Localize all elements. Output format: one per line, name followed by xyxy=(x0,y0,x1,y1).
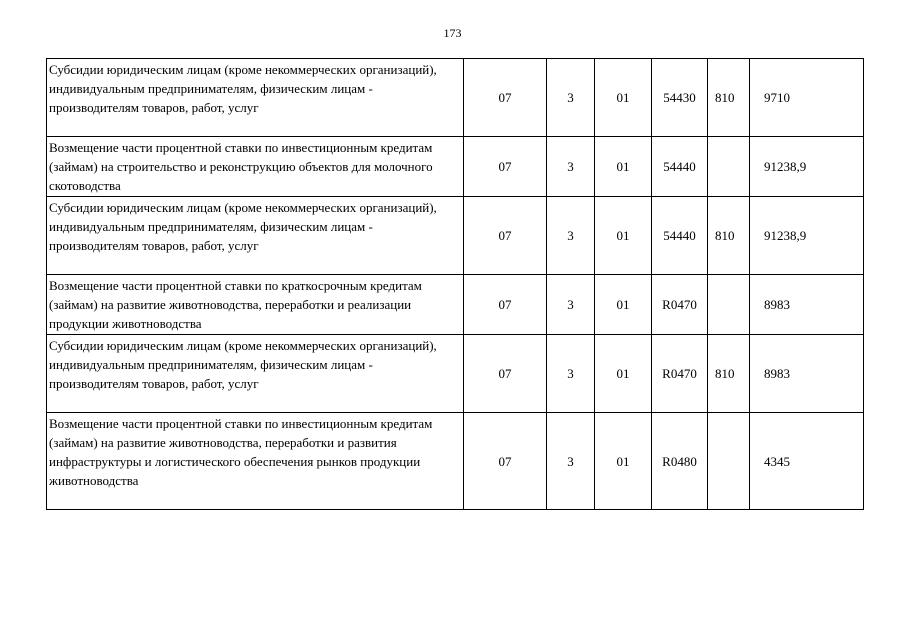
row-description: Возмещение части процентной ставки по краткосрочным кредитам (займам) на развитие животноводства, переработки и реализации продукции животноводства xyxy=(47,275,464,335)
cell-code2: 3 xyxy=(547,197,595,275)
row-description: Возмещение части процентной ставки по инвестиционным кредитам (займам) на строительство и реконструкцию объектов для молочного скотоводства xyxy=(47,137,464,197)
cell-code1: 07 xyxy=(464,137,547,197)
table-row xyxy=(47,275,864,335)
cell-amount: 9710 xyxy=(750,59,864,137)
cell-code1: 07 xyxy=(464,335,547,413)
cell-code3: 01 xyxy=(595,137,652,197)
cell-code3: 01 xyxy=(595,335,652,413)
table-row xyxy=(47,197,864,275)
cell-code5: 810 xyxy=(708,59,750,137)
row-description: Возмещение части процентной ставки по инвестиционным кредитам (займам) на развитие животноводства, переработки и развития инфраструктуры и логистического обеспечения рынков продукции животноводства xyxy=(47,413,464,510)
cell-amount: 4345 xyxy=(750,413,864,510)
cell-code2: 3 xyxy=(547,59,595,137)
cell-code4: R0470 xyxy=(652,335,708,413)
cell-code4: R0480 xyxy=(652,413,708,510)
table-row xyxy=(47,413,864,510)
cell-code5 xyxy=(708,137,750,197)
cell-code2: 3 xyxy=(547,137,595,197)
budget-table xyxy=(46,58,864,510)
table-row xyxy=(47,59,864,137)
cell-code3: 01 xyxy=(595,275,652,335)
cell-code1: 07 xyxy=(464,413,547,510)
cell-amount: 91238,9 xyxy=(750,197,864,275)
table-row xyxy=(47,137,864,197)
cell-code1: 07 xyxy=(464,275,547,335)
cell-code4: 54440 xyxy=(652,137,708,197)
cell-code3: 01 xyxy=(595,197,652,275)
row-description: Субсидии юридическим лицам (кроме некоммерческих организаций), индивидуальным предпринимателям, физическим лицам - производителям товаров, работ, услуг xyxy=(47,335,464,413)
cell-amount: 8983 xyxy=(750,275,864,335)
row-description: Субсидии юридическим лицам (кроме некоммерческих организаций), индивидуальным предпринимателям, физическим лицам - производителям товаров, работ, услуг xyxy=(47,59,464,137)
cell-amount: 8983 xyxy=(750,335,864,413)
cell-code4: 54430 xyxy=(652,59,708,137)
cell-code4: R0470 xyxy=(652,275,708,335)
cell-code2: 3 xyxy=(547,275,595,335)
cell-code5: 810 xyxy=(708,335,750,413)
cell-code4: 54440 xyxy=(652,197,708,275)
cell-code5: 810 xyxy=(708,197,750,275)
cell-code1: 07 xyxy=(464,59,547,137)
table-row xyxy=(47,335,864,413)
row-description: Субсидии юридическим лицам (кроме некоммерческих организаций), индивидуальным предпринимателям, физическим лицам - производителям товаров, работ, услуг xyxy=(47,197,464,275)
cell-code5 xyxy=(708,275,750,335)
cell-code2: 3 xyxy=(547,335,595,413)
cell-amount: 91238,9 xyxy=(750,137,864,197)
cell-code2: 3 xyxy=(547,413,595,510)
cell-code1: 07 xyxy=(464,197,547,275)
cell-code5 xyxy=(708,413,750,510)
cell-code3: 01 xyxy=(595,59,652,137)
cell-code3: 01 xyxy=(595,413,652,510)
page-number: 173 xyxy=(443,26,462,40)
